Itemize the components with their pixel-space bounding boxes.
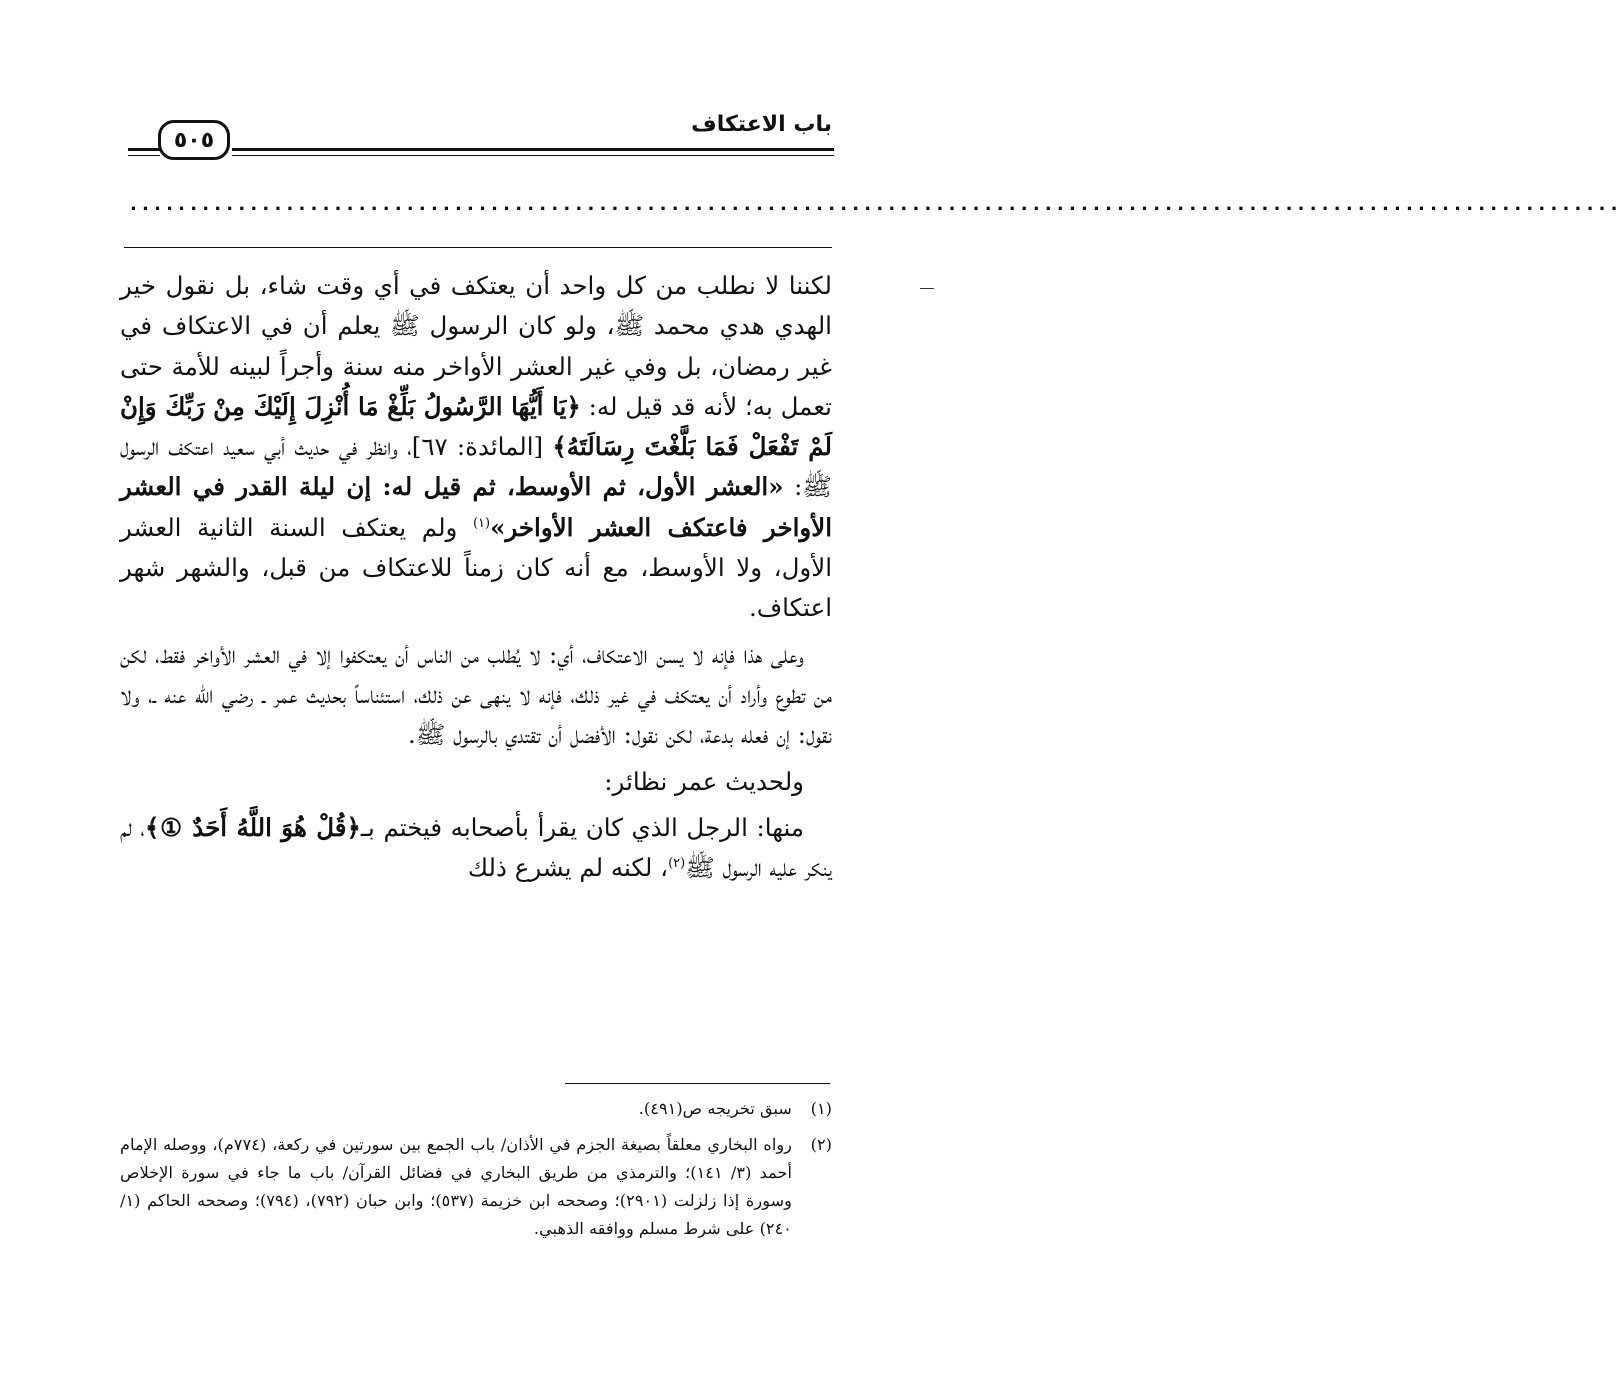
hadith-quote: «العشر الأول، ثم الأوسط، ثم قيل له: إن ليلة القدر في العشر الأواخر فاعتكف العشر الأواخر» xyxy=(120,472,833,542)
header-rule-left xyxy=(128,148,160,151)
p1-text-a: لكننا لا نطلب من كل واحد أن يعتكف في أي وقت شاء، بل نقول خير الهدي هدي محمد ﷺ، ولو كان الرسول ﷺ يعلم أن في الاعتكاف في غير رمضان، بل وفي غير العشر الأواخر منه سنة وأجراً لبينه للأمة حتى تعمل به؛ لأنه قد قيل له: xyxy=(120,271,832,421)
footnote-number: (١) xyxy=(810,1099,832,1118)
quran-verse-2: ﴿قُلْ هُوَ اللَّهُ أَحَدٌ ①﴾ xyxy=(144,812,361,842)
separator-rule xyxy=(124,247,832,248)
footnote-text: سبق تخريجه ص(٤٩١). xyxy=(638,1099,792,1118)
margin-mark xyxy=(920,288,934,289)
footnote-ref-1[interactable]: (١) xyxy=(472,515,491,531)
paragraph-4 xyxy=(120,808,832,889)
footnotes xyxy=(120,1095,832,1243)
footnote-rule xyxy=(565,1083,830,1084)
footnote-number: (٢) xyxy=(810,1135,832,1154)
paragraph-1 xyxy=(120,266,832,629)
p1-text-c: ولم يعتكف السنة الثانية العشر الأول، ولا الأوسط، مع أنه كان زمناً للاعتكاف من قبل، والشهر شهر اعتكاف. xyxy=(120,512,832,623)
footnote-1 xyxy=(120,1095,832,1123)
header-rule-right-thin xyxy=(232,155,834,156)
header-rule-right xyxy=(232,148,834,151)
chapter-title: باب الاعتكاف xyxy=(691,112,832,137)
header-rule-left-thin xyxy=(128,155,160,156)
quran-verse-1: ﴿يَا أَيُّهَا الرَّسُولُ بَلِّغْ مَا أُنْزِلَ إِلَيْكَ مِنْ رَبِّكَ وَإِنْ لَمْ تَفْعَلْ فَمَا بَلَّغْتَ رِسَالَتَهُ﴾ xyxy=(120,391,833,462)
footnote-2 xyxy=(120,1131,832,1243)
footnote-ref-2[interactable]: (٢) xyxy=(668,856,686,871)
footnote-text: رواه البخاري معلقاً بصيغة الجزم في الأذان/ باب الجمع بين سورتين في ركعة، (٧٧٤م)، ووصله الإمام أحمد (٣/ ١٤١)؛ والترمذي من طريق البخاري في فضائل القرآن/ باب ما جاء في سورة الإخلاص وسورة إذا زلزلت (٢٩٠١)؛ وصححه ابن خزيمة (٥٣٧)؛ وابن حبان (٧٩٢)، (٧٩٤)؛ وصححه الحاكم (١/ ٢٤٠) على شرط مسلم ووافقه الذهبي. xyxy=(120,1135,793,1238)
dotted-separator: ............................................................................................................................ xyxy=(130,194,1623,215)
p4-text-b: ، لم ينكر عليه الرسول ﷺ xyxy=(120,812,832,883)
p4-text-c: ، لكنه لم يشرع ذلك xyxy=(467,853,669,883)
p1-text-b: [المائدة: ٦٧]، وانظر في حديث أبي سعيد اعتكف الرسول ﷺ: xyxy=(120,432,832,502)
paragraph-3: ولحديث عمر نظائر: xyxy=(604,766,804,796)
page-number: ٥٠٥ xyxy=(158,120,230,160)
main-text xyxy=(120,266,832,888)
paragraph-2: وعلى هذا فإنه لا يسن الاعتكاف، أي: لا يُطلب من الناس أن يعتكفوا إلا في العشر الأواخر فقط، لكن من تطوع وأراد أن يعتكف في غير ذلك، فإنه لا ينهى عن ذلك، استئناساً بحديث عمر ـ رضي الله عنه ـ، ولا نقول: إن فعله بدعة، لكن نقول: الأفضل أن تقتدي بالرسول ﷺ. xyxy=(120,639,832,750)
p4-text-a: منها: الرجل الذي كان يقرأ بأصحابه فيختم بـ xyxy=(360,812,805,842)
